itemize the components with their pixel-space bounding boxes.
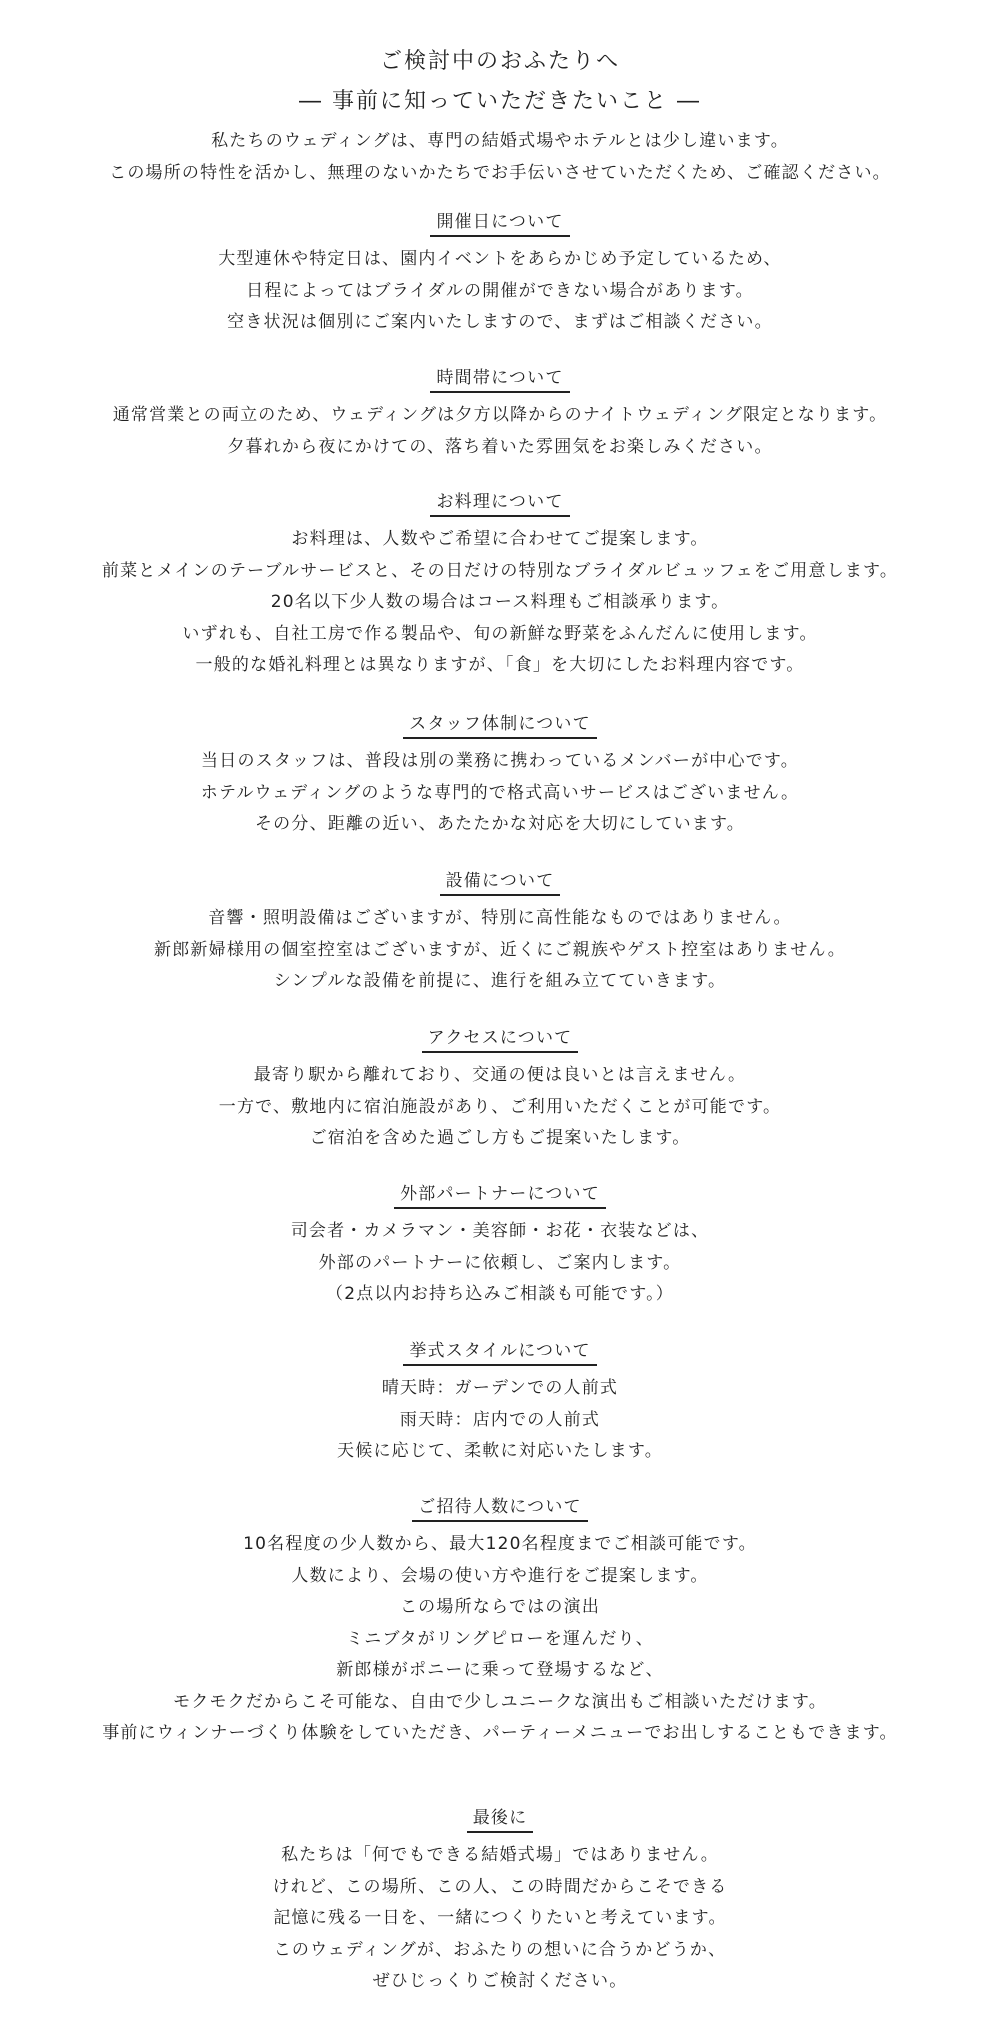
section-line: ご宿泊を含めた過ごし方もご提案いたします。 [309,1128,691,1148]
section-line: 新郎新婦様用の個室控室はございますが、近くにご親族やゲスト控室はありません。 [154,939,846,960]
section-heading: スタッフ体制について [403,712,597,739]
section-line: ぜひじっくりご検討ください。 [372,1971,628,1991]
section-heading: アクセスについて [422,1026,579,1053]
section-facilities [0,869,1000,998]
section-heading-wrap [0,712,1000,742]
section-line: このウェディングが、おふたりの想いに合うかどうか、 [273,1939,727,1960]
section-line: 音響・照明設備はございますが、特別に高性能なものではありません。 [208,908,792,928]
section-closing [0,1806,1000,1998]
section-heading: 設備について [440,869,561,896]
section-line: 一方で、敷地内に宿泊施設があり、ご利用いただくことが可能です。 [218,1096,782,1117]
section-line: お料理は、人数やご希望に合わせてご提案します。 [291,529,709,549]
section-line: 通常営業との両立のため、ウェディングは夕方以降からのナイトウェディング限定となります。 [112,405,888,425]
section-ceremony [0,1339,1000,1468]
intro-text [0,126,1000,189]
section-line: 記憶に残る一日を、一緒につくりたいと考えています。 [273,1908,727,1928]
page-header [0,0,1000,189]
section-heading-wrap [0,1339,1000,1369]
section-heading-wrap [0,1495,1000,1525]
section-heading: 時間帯について [430,366,569,393]
section-line: （2点以内お持ち込みご相談も可能です。） [326,1284,674,1304]
page-subtitle: ― 事前に知っていただきたいこと ― [299,89,701,114]
section-line: 晴天時：ガーデンでの人前式 [381,1378,619,1398]
section-heading: 挙式スタイルについて [403,1339,596,1366]
section-line: 新郎様がポニーに乗って登場するなど、 [336,1660,664,1680]
section-line: 事前にウィンナーづくり体験をしていただき、パーティーメニューでお出しすることもできます。 [102,1723,898,1743]
section-line: いずれも、自社工房で作る製品や、旬の新鮮な野菜をふんだんに使用します。 [182,623,818,644]
intro-line: 私たちのウェディングは、専門の結婚式場やホテルとは少し違います。 [211,131,789,151]
section-heading: 外部パートナーについて [394,1182,606,1209]
section-line: 前菜とメインのテーブルサービスと、その日だけの特別なブライダルビュッフェをご用意します。 [101,560,899,581]
section-heading: 開催日について [430,210,569,237]
section-heading-wrap [0,869,1000,899]
section-heading-wrap [0,1806,1000,1836]
section-staff [0,712,1000,841]
section-heading-wrap [0,1026,1000,1056]
section-line: この場所ならではの演出 [399,1597,601,1617]
section-cuisine [0,490,1000,682]
page-title: ご検討中のおふたりへ [379,49,620,74]
section-line: シンプルな設備を前提に、進行を組み立てていきます。 [273,971,727,991]
section-line: けれど、この場所、この人、この時間だからこそできる [272,1876,728,1897]
section-heading-wrap [0,210,1000,240]
section-line: 一般的な婚礼料理とは異なりますが、「食」を大切にしたお料理内容です。 [195,655,805,675]
section-line: 最寄り駅から離れており、交通の便は良いとは言えません。 [253,1065,747,1085]
section-line: ホテルウェディングのような専門的で格式高いサービスはございません。 [200,782,800,803]
section-heading-wrap [0,490,1000,520]
section-line: 大型連休や特定日は、園内イベントをあらかじめ予定しているため、 [218,249,782,269]
section-time [0,366,1000,463]
section-line: 私たちは「何でもできる結婚式場」ではありません。 [281,1845,719,1865]
section-date [0,210,1000,339]
section-line: 天候に応じて、柔軟に対応いたします。 [337,1441,663,1461]
section-partners [0,1182,1000,1311]
section-line: 10名程度の少人数から、最大120名程度までご相談可能です。 [243,1534,757,1554]
section-heading-wrap [0,366,1000,396]
section-line: モクモクだからこそ可能な、自由で少しユニークな演出もご相談いただけます。 [173,1691,827,1712]
section-line: 人数により、会場の使い方や進行をご提案します。 [291,1565,709,1586]
section-line: 司会者・カメラマン・美容師・お花・衣装などは、 [290,1221,710,1241]
section-line: 外部のパートナーに依頼し、ご案内します。 [318,1252,682,1273]
section-line: 夕暮れから夜にかけての、落ち着いた雰囲気をお楽しみください。 [227,436,773,457]
section-heading: 最後に [467,1806,534,1833]
section-line: 空き状況は個別にご案内いたしますので、まずはご相談ください。 [227,312,773,332]
section-line: 雨天時：店内での人前式 [399,1409,601,1430]
section-line: 当日のスタッフは、普段は別の業務に携わっているメンバーが中心です。 [201,751,799,771]
intro-line: この場所の特性を活かし、無理のないかたちでお手伝いさせていただくため、ご確認ください。 [109,162,891,183]
section-heading: ご招待人数について [412,1495,587,1522]
section-heading-wrap [0,1182,1000,1212]
section-line: その分、距離の近い、あたたかな対応を大切にしています。 [254,814,746,834]
section-heading: お料理について [430,490,569,517]
section-line: 日程によってはブライダルの開催ができない場合があります。 [246,280,754,301]
section-guests [0,1495,1000,1750]
section-access [0,1026,1000,1155]
section-line: 20名以下少人数の場合はコース料理もご相談承ります。 [270,592,730,612]
section-line: ミニブタがリングピローを運んだり、 [346,1628,654,1649]
